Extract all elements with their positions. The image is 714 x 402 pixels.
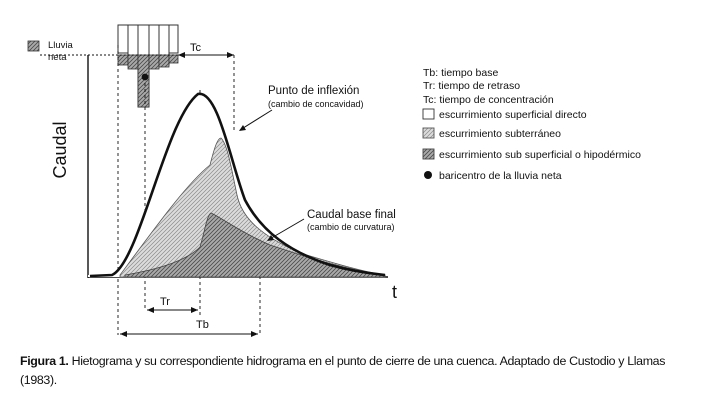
legend-interflow-swatch: [423, 149, 434, 159]
legend-def-tc: Tc: tiempo de concentración: [423, 94, 554, 106]
legend-def-tb: Tb: tiempo base: [423, 67, 499, 79]
net-rain-1: [118, 55, 128, 65]
net-rain-legend-swatch: [28, 41, 39, 51]
legend-surface-swatch: [423, 109, 434, 119]
caption-label: Figura 1.: [20, 354, 69, 368]
hyetograph: [40, 25, 200, 107]
net-rain-6: [169, 55, 178, 63]
y-axis-label: Caudal: [50, 121, 70, 179]
figure-caption: [20, 352, 700, 390]
legend-def-tr: Tr: tiempo de retraso: [423, 80, 521, 92]
net-rain-3: [138, 55, 149, 107]
net-rain-2: [128, 55, 138, 69]
inflexion-arrow: [239, 110, 272, 131]
tc-label: Tc: [190, 42, 201, 54]
hyetograph-bar-1: [118, 25, 128, 53]
x-axis-label: t: [392, 282, 398, 302]
legend-subterranean-swatch: [423, 128, 434, 138]
legend-surface-label: escurrimiento superficial directo: [439, 109, 587, 121]
legend-centroid-dot: [424, 171, 432, 179]
legend: [423, 67, 641, 182]
legend-centroid-label: baricentro de la lluvia neta: [439, 170, 562, 182]
hyetograph-bar-6: [169, 25, 178, 53]
inflexion-subtitle: (cambio de concavidad): [268, 99, 364, 109]
tc-arrow: [178, 52, 234, 58]
caption-text: Hietograma y su correspondiente hidrograma en el punto de cierre de una cuenca. Adaptado de Custodio y Llamas (1983).: [20, 354, 666, 387]
net-rain-4: [149, 55, 159, 69]
tb-arrow: [120, 331, 258, 337]
net-rain-legend-line2: neta: [48, 52, 67, 63]
inflexion-title: Punto de inflexión: [268, 85, 360, 97]
base-final-arrow: [267, 219, 304, 241]
legend-interflow-label: escurrimiento sub superficial o hipodérmico: [439, 149, 641, 161]
net-rain-5: [159, 55, 169, 67]
net-rain-legend-line1: Lluvia: [48, 40, 73, 51]
base-final-title: Caudal base final: [307, 209, 396, 221]
tb-label: Tb: [196, 319, 209, 331]
base-final-subtitle: (cambio de curvatura): [307, 222, 395, 232]
tr-label: Tr: [160, 296, 170, 308]
legend-subterranean-label: escurrimiento subterráneo: [439, 128, 561, 140]
tr-arrow: [147, 307, 198, 313]
